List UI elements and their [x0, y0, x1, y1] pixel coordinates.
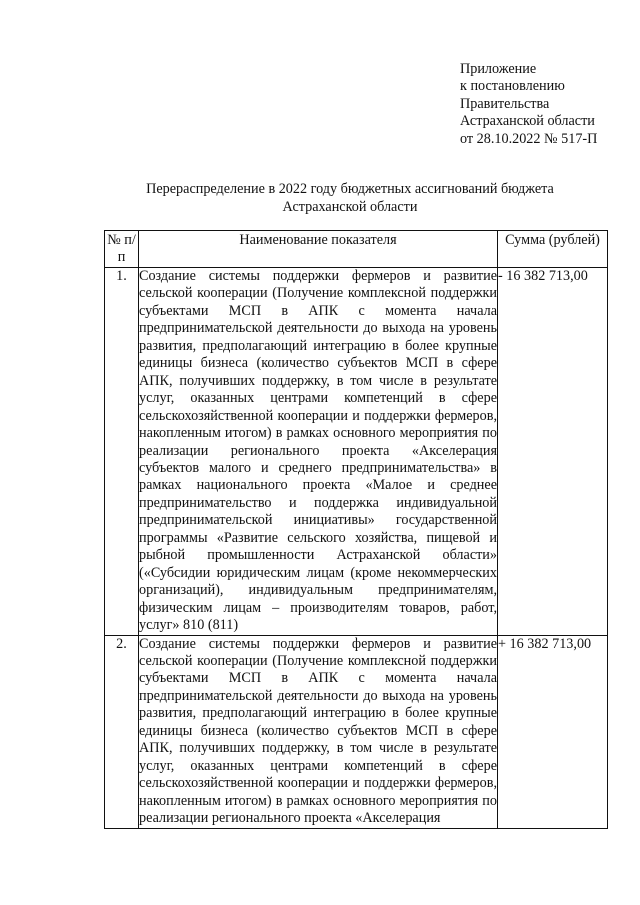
document-title-line-1: Перераспределение в 2022 году бюджетных ассигнований бюджета	[146, 181, 554, 197]
column-header-sum: Сумма (рублей)	[498, 231, 608, 268]
document-title-line-2: Астраханской области	[282, 198, 418, 215]
column-header-name: Наименование показателя	[139, 231, 498, 268]
column-header-number: № п/п	[105, 231, 139, 268]
appendix-line-3: Правительства	[460, 95, 550, 112]
amount-value: - 16 382 713,00	[498, 268, 608, 636]
page-bottom-margin	[0, 870, 640, 905]
appendix-line-1: Приложение	[460, 61, 537, 77]
budget-table	[104, 230, 608, 829]
appendix-line-4: Астраханской области	[460, 113, 595, 130]
appendix-block	[460, 61, 597, 148]
row-number: 1.	[105, 268, 139, 636]
document-title	[100, 181, 600, 216]
table-header-row	[105, 231, 608, 268]
table-row	[105, 635, 608, 828]
table-row	[105, 268, 608, 636]
amount-value: + 16 382 713,00	[498, 635, 608, 828]
indicator-name: Создание системы поддержки фермеров и развитие сельской кооперации (Получение комплексной поддержки субъектами МСП в АПК с момента начала предпринимательской деятельности до выхода на уровень развития, предполагающий интеграцию в более крупные единицы бизнеса (количество субъектов МСП в сфере АПК, получивших поддержку, в том числе в результате услуг, оказанных центрами компетенций в сфере сельскохозяйственной кооперации и поддержки фермеров, накопленным итогом) в рамках основного мероприятия по реализации регионального проекта «Акселерация	[139, 635, 497, 827]
indicator-name: Создание системы поддержки фермеров и развитие сельской кооперации (Получение комплексной поддержки субъектами МСП в АПК с момента начала предпринимательской деятельности до выхода на уровень развития, предполагающий интеграцию в более крупные единицы бизнеса (количество субъектов МСП в сфере АПК, получивших поддержку, в том числе в результате услуг, оказанных центрами компетенций в сфере сельскохозяйственной кооперации и поддержки фермеров, накопленным итогом) в рамках основного мероприятия по реализации регионального проекта «Акселерация субъектов малого и среднего предпринимательства» в рамках национального проекта «Малое и среднее предпринимательство и поддержка индивидуальной предпринимательской инициативы» государственной программы «Развитие сельского хозяйства, пищевой и рыбной промышленности Астраханской области» («Субсидии юридическим лицам (кроме некоммерческих организаций), индивидуальным предпринимателям, физическим лицам – производителям товаров, работ, услуг» 810 (811)	[139, 268, 497, 634]
row-number: 2.	[105, 635, 139, 828]
appendix-line-5: от 28.10.2022 № 517-П	[460, 130, 598, 147]
appendix-line-2: к постановлению	[460, 78, 565, 95]
